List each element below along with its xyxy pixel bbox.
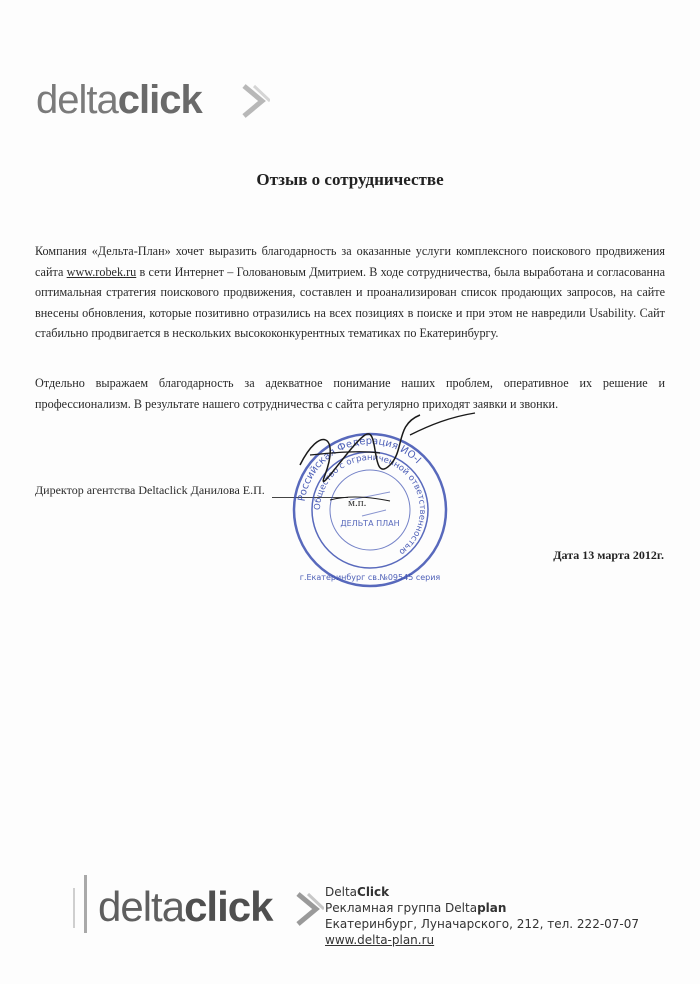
svg-text:Общество с ограниченной ответс: Общество с ограниченной ответственностью [312, 452, 428, 557]
letter-date: Дата 13 марта 2012г. [553, 548, 664, 562]
company-name: DeltaClick [325, 885, 390, 899]
svg-text:Российская Федерация ИО-I: Российская Федерация ИО-I [296, 435, 423, 503]
site-link[interactable]: www.robek.ru [66, 264, 137, 279]
group-name: Рекламная группа Deltaplan [325, 901, 507, 915]
logo-text-light: delta [36, 78, 118, 122]
footer-logo-text-light: delta [98, 883, 185, 930]
footer-divider-dark [84, 875, 87, 933]
deltaclick-logo [36, 80, 202, 120]
handwritten-signature [270, 405, 490, 525]
seal-place-label: м.п. [348, 497, 367, 509]
svg-text:г.Екатеринбург св.№09545 серия: г.Екатеринбург св.№09545 серия [299, 573, 441, 582]
logo-text-bold: click [117, 78, 202, 122]
footer-chevron-icon [294, 892, 324, 926]
footer-logo-text-bold: click [184, 883, 273, 930]
footer-deltaclick-logo [98, 883, 273, 930]
footer-contacts [325, 884, 639, 948]
svg-text:ДЕЛЬТА ПЛАН: ДЕЛЬТА ПЛАН [340, 519, 400, 528]
paragraph-2: Отдельно выражаем благодарность за адекватное понимание наших проблем, оперативное их решение и профессионализм. В результате нашего сотрудничества с сайта регулярно приходят заявки и звонки. [35, 376, 665, 411]
website-link[interactable]: www.delta-plan.ru [325, 933, 435, 947]
address: Екатеринбург, Луначарского, 212, тел. 222-07-07 [325, 917, 640, 931]
paragraph-1: Компания «Дельта-План» хочет выразить благодарность за оказанные услуги комплексного поискового продвижения сайта www.robek.ru в сети Интернет – Головановым Дмитрием. В ходе сотрудничества, была выработана и согласованна оптимальная стратегия поискового продвижения, составлен и проанализирован список продающих запросов, на сайте внесены обновления, которые позитивно отразились на всех позициях в поиске и при этом не навредили Usability. Сайт стабильно продвигается в нескольких высококонкурентных тематиках по Екатеринбургу. [35, 244, 666, 340]
footer-divider-light [73, 888, 75, 928]
letter-title: Отзыв о сотрудничестве [256, 170, 444, 189]
chevron-icon [240, 84, 270, 118]
director-line: Директор агентства Deltaclick Данилова Е.П. [35, 483, 265, 497]
